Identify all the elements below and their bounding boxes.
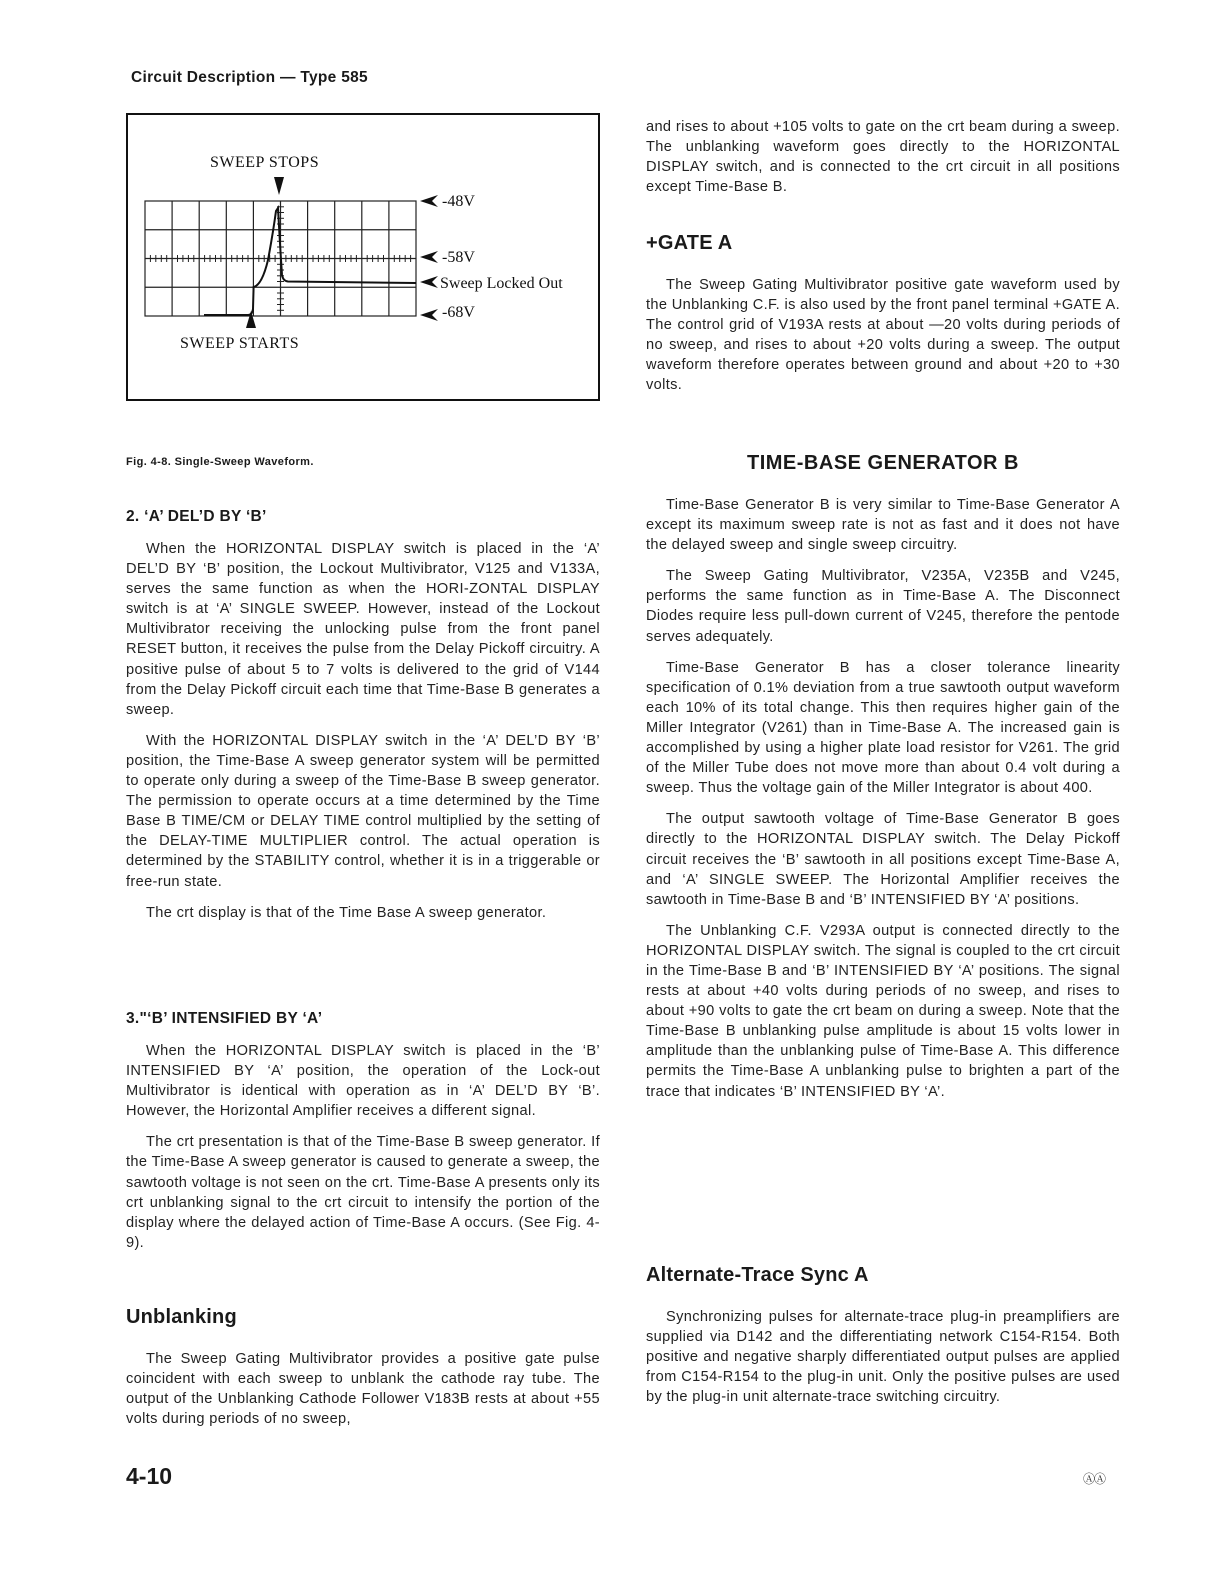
waveform-diagram [128,115,598,399]
sweep-starts-arrow-icon [246,311,256,328]
right-column-time-base-b [646,452,1120,1113]
paragraph: The crt presentation is that of the Time-Base B sweep generator. If the Time-Base A sweep generator is caused to generate a sweep, the sawtooth voltage is not seen on the crt. Time-Base A presents only its crt unblanking signal to the crt circuit to intensify the portion of the display where the delayed action of Time-Base A occurs. (See Fig. 4-9). [126,1134,600,1251]
paragraph: Time-Base Generator B is very similar to Time-Base Generator A except its maximum sweep rate is not as fast and it does not have the delayed sweep and single sweep circuitry. [646,497,1120,554]
paragraph: The output sawtooth voltage of Time-Base Generator B goes directly to the HORIZONTAL DISPLAY switch. The Delay Pickoff circuit receives the ‘B’ sawtooth in all positions except Time-Base A, and ‘A’ SINGLE SWEEP. The Horizontal Amplifier receives the sawtooth in Time-Base B and ‘B’ INTENSIFIED BY ‘A’ positions. [646,811,1120,908]
waveform-trace [204,208,416,315]
sweep-stops-label: SWEEP STOPS [210,154,320,171]
level-58v-label: -58V [442,249,475,266]
paragraph: The Unblanking C.F. V293A output is connected directly to the HORIZONTAL DISPLAY switch. The signal is coupled to the crt circuit in the Time-Base B and ‘B’ INTENSIFIED BY ‘A’ positions. The signal rests at about +40 volts during periods of no sweep, and rises to about +90 volts to gate the crt beam on during a sweep. Note that the Time-Base B unblanking pulse amplitude is about 15 volts lower in amplitude than the unblanking pulse of Time-Base A. This difference permits the Time-Base A unblanking pulse to brighten a part of the trace that indicates ‘B’ INTENSIFIED BY ‘A’. [646,922,1120,1100]
level-arrow-icon [420,195,438,207]
section-heading-gate-a: +GATE A [646,232,733,254]
section-heading-alternate-trace-sync-a: Alternate-Trace Sync A [646,1264,869,1286]
section-heading-unblanking: Unblanking [126,1306,237,1328]
level-48v-label: -48V [442,193,475,210]
left-column [126,508,600,934]
paragraph: When the HORIZONTAL DISPLAY switch is placed in the ‘A’ DEL’D BY ‘B’ position, the Lockout Multivibrator, V125 and V133A, serves the same function as when the HORI-ZONTAL DISPLAY switch is at ‘A’ SINGLE SWEEP. However, instead of the Lockout Multivibrator receiving the unlocking pulse from the front panel RESET button, it receives the pulse from the Delay Pickoff circuitry. A positive pulse of about 5 to 7 volts is delivered to the grid of V144 from the Delay Pickoff circuit each time that Time-Base B generates a sweep. [126,541,600,718]
level-arrow-icon [420,276,438,288]
level-arrow-icon [420,309,438,321]
level-68v-label: -68V [442,304,475,321]
paragraph-continued: and rises to about +105 volts to gate on the crt beam during a sweep. The unblanking waveform goes directly to the HORIZONTAL DISPLAY switch, and is connected to the crt circuit in all positions except Time-Base B. [646,119,1120,196]
page-number: 4-10 [126,1463,173,1489]
paragraph: Time-Base Generator B has a closer tolerance linearity specification of 0.1% deviation from a true sawtooth output waveform each 10% of its total change. This then requires higher gain of the Miller Integrator (V261) than in Time-Base A. The increased gain is accomplished by using a higher plate load resistor for V261. The grid of the Miller Tube does not move more than about 0.4 volt during a sweep. Thus the voltage gain of the Miller Integrator is about 400. [646,659,1120,797]
paragraph: The Sweep Gating Multivibrator positive gate waveform used by the Unblanking C.F. is also used by the front panel terminal +GATE A. The control grid of V193A rests at about —20 volts during periods of no sweep, and rises to about +20 volts during a sweep. The output waveform therefore operates between ground and about +20 to +30 volts. [646,277,1120,394]
sweep-stops-arrow-icon [274,177,284,195]
left-column-unblanking [126,1306,600,1440]
section-heading-a-deld-by-b: 2. ‘A’ DEL’D BY ‘B’ [126,508,267,525]
figure-single-sweep-waveform [126,113,600,401]
left-column-section3 [126,1010,600,1264]
paragraph: When the HORIZONTAL DISPLAY switch is placed in the ‘B’ INTENSIFIED BY ‘A’ position, the operation of the Lock-out Multivibrator is identical with operation as in ‘A’ DEL’D BY ‘B’. However, the Horizontal Amplifier receives a different signal. [126,1043,600,1120]
paragraph: With the HORIZONTAL DISPLAY switch in the ‘A’ DEL’D BY ‘B’ position, the Time-Base A sweep generator system will be permitted to operate only during a sweep of the Time-Base B sweep generator. The permission to operate occurs at a time determined by the Time Base B TIME/CM or DELAY TIME control multiplied by the setting of the DELAY-TIME MULTIPLIER control. The actual operation is determined by the STABILITY control, whether it is in a triggerable or free-run state. [126,732,600,890]
right-column-gate-a [646,232,1120,407]
running-head: Circuit Description — Type 585 [131,69,368,86]
section-heading-b-intensified-by-a: 3."‘B’ INTENSIFIED BY ‘A’ [126,1010,323,1027]
sweep-starts-label: SWEEP STARTS [180,335,300,352]
paragraph: The Sweep Gating Multivibrator, V235A, V235B and V245, performs the same function as in Time-Base A. The Disconnect Diodes require less pull-down current of V245, therefore the pentode serves adequately. [646,568,1120,645]
right-column [646,117,1120,208]
edition-mark: ⒶⒶ [1083,1472,1106,1486]
paragraph: The crt display is that of the Time Base A sweep generator. [146,904,547,921]
section-heading-time-base-generator-b: TIME-BASE GENERATOR B [747,452,1019,474]
level-arrow-icon [420,251,438,263]
figure-caption: Fig. 4-8. Single-Sweep Waveform. [126,456,314,468]
right-column-alternate-trace [646,1264,1120,1418]
paragraph: Synchronizing pulses for alternate-trace plug-in preamplifiers are supplied via D142 and the differentiating network C154-R154. Both positive and negative sharply differentiated output pulses are applied from C154-R154 to the plug-in unit. Only the positive pulses are used by the plug-in unit alternate-trace switching circuitry. [646,1309,1120,1406]
sweep-locked-out-label: Sweep Locked Out [440,275,563,292]
paragraph: The Sweep Gating Multivibrator provides a positive gate pulse coincident with each sweep to unblank the cathode ray tube. The output of the Unblanking Cathode Follower V183B rests at about +55 volts during periods of no sweep, [126,1351,600,1428]
